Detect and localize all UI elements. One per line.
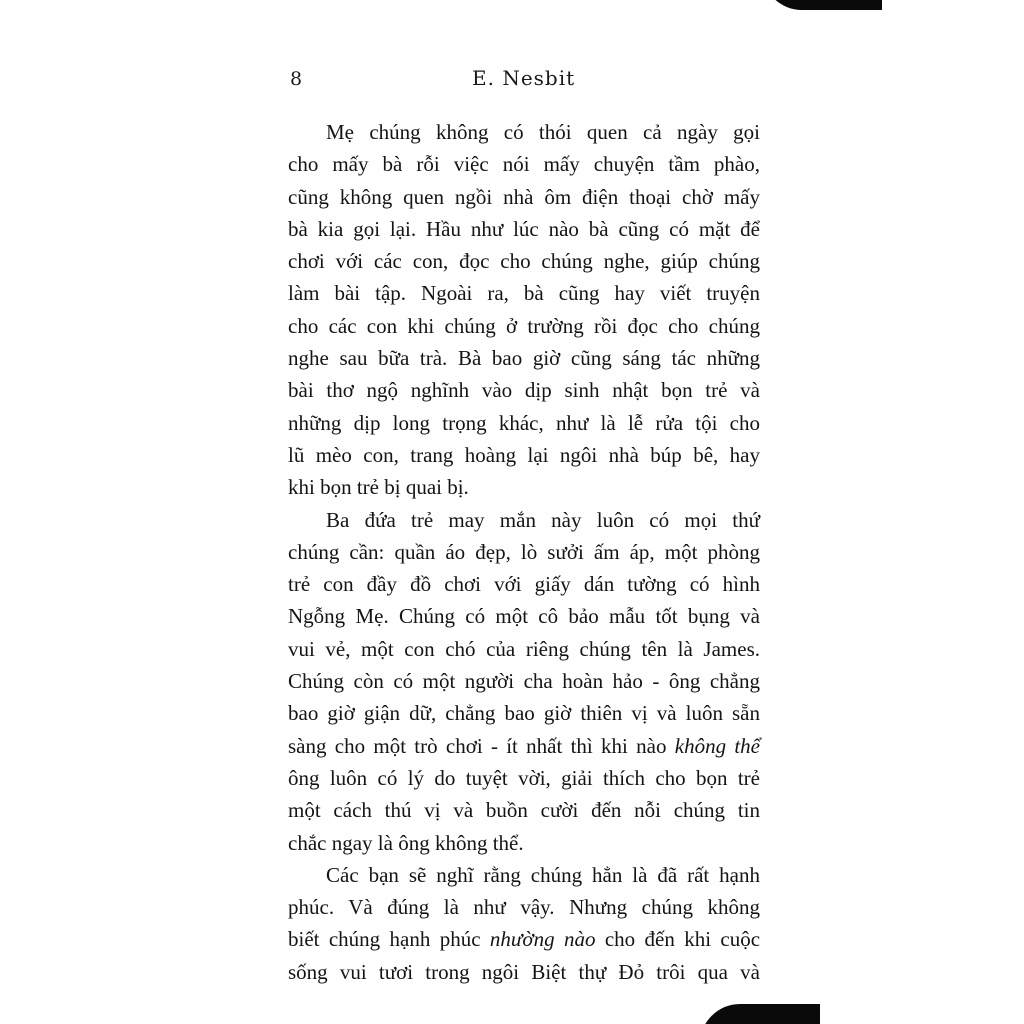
text-line: chơi với các con, đọc cho chúng nghe, giúp chúng (288, 249, 760, 274)
text-line: một cách thú vị và buồn cười đến nỗi chúng tin (288, 798, 760, 823)
text-line: bà kia gọi lại. Hầu như lúc nào bà cũng có mặt để (288, 216, 760, 241)
text-line: cũng không quen ngồi nhà ôm điện thoại chờ mấy (288, 184, 760, 209)
paragraph-2 (288, 504, 760, 859)
italic-fragment: nhường nào (489, 927, 596, 952)
running-header (0, 66, 1024, 96)
text-line: chắc ngay là ông không thể. (288, 830, 524, 855)
text-line: làm bài tập. Ngoài ra, bà cũng hay viết truyện (288, 281, 760, 306)
text-line: Ngỗng Mẹ. Chúng có một cô bảo mẫu tốt bụng và (288, 604, 760, 629)
text-line: bài thơ ngộ nghĩnh vào dịp sinh nhật bọn trẻ và (288, 378, 760, 403)
text-line: Mẹ chúng không có thói quen cả ngày gọi (326, 120, 760, 144)
text-line: ông luôn có lý do tuyệt vời, giải thích cho bọn trẻ (288, 765, 760, 790)
paragraph-3 (288, 859, 760, 988)
text-line: cho mấy bà rỗi việc nói mấy chuyện tầm phào, (288, 152, 760, 177)
text-line: Các bạn sẽ nghĩ rằng chúng hẳn là đã rất hạnh (326, 862, 760, 887)
text-line: vui vẻ, một con chó của riêng chúng tên là James. (288, 636, 760, 661)
text-fragment: sàng cho một trò chơi - ít nhất thì khi nào (288, 733, 667, 758)
text-line-with-italic (288, 923, 760, 955)
text-line: những dịp long trọng khác, như là lễ rửa tội cho (288, 410, 760, 435)
text-line: nghe sau bữa trà. Bà bao giờ cũng sáng tác những (288, 346, 760, 371)
text-line: Chúng còn có một người cha hoàn hảo - ông chẳng (288, 669, 760, 694)
text-line: bao giờ giận dữ, chẳng bao giờ thiên vị và luôn sẵn (288, 701, 760, 726)
text-line: sống vui tươi trong ngôi Biệt thự Đỏ trôi qua và (288, 959, 760, 984)
page-edge-shadow-bottom (700, 1004, 820, 1024)
text-line: lũ mèo con, trang hoàng lại ngôi nhà búp bê, hay (288, 442, 760, 467)
italic-fragment: không thể (674, 733, 761, 758)
text-line: cho các con khi chúng ở trường rồi đọc cho chúng (288, 313, 760, 338)
text-line: khi bọn trẻ bị quai bị. (288, 475, 469, 500)
text-line: Ba đứa trẻ may mắn này luôn có mọi thứ (326, 507, 760, 532)
body-text (288, 116, 760, 988)
text-fragment: biết chúng hạnh phúc (288, 927, 481, 952)
text-line: trẻ con đầy đồ chơi với giấy dán tường có hình (288, 572, 760, 597)
page-edge-shadow-top (762, 0, 882, 10)
header-author: E. Nesbit (472, 66, 576, 90)
page-number: 8 (290, 68, 303, 90)
text-line-with-italic (288, 730, 760, 762)
paragraph-1 (288, 116, 760, 504)
text-line: chúng cần: quần áo đẹp, lò sưởi ấm áp, một phòng (288, 539, 760, 564)
text-fragment: cho đến khi cuộc (604, 927, 761, 952)
text-line: phúc. Và đúng là như vậy. Nhưng chúng không (288, 895, 760, 920)
